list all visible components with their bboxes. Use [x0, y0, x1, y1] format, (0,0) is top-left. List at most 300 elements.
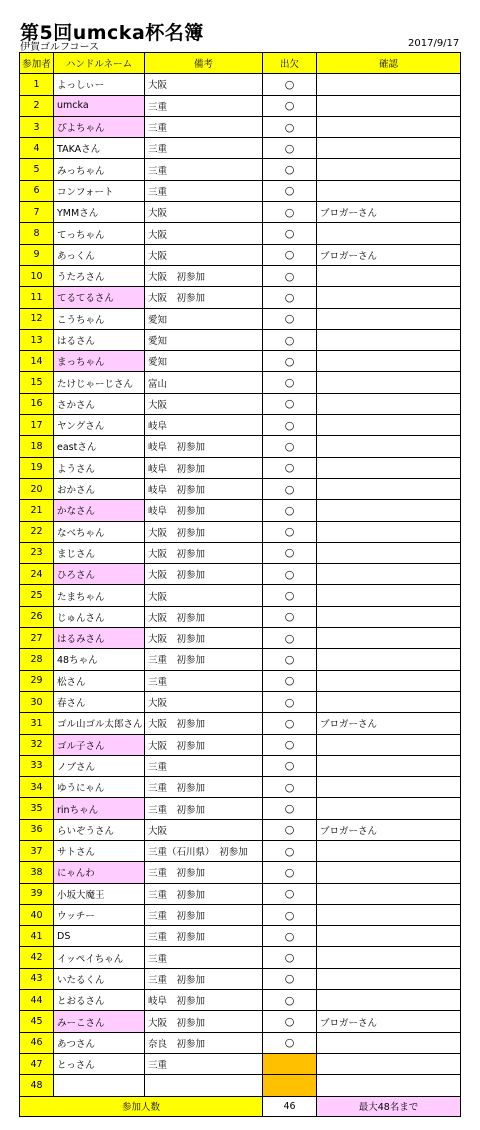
- confirmation-cell: [317, 478, 461, 499]
- column-header-participant: 参加者: [20, 53, 54, 74]
- confirmation-cell: [317, 755, 461, 776]
- column-header-handle-name: ハンドルネーム: [54, 53, 145, 74]
- handle-name: らいぞうさん: [54, 819, 145, 840]
- attendance-cell: ○: [263, 585, 317, 606]
- attendance-cell: ○: [263, 542, 317, 563]
- participant-number: 12: [20, 308, 54, 329]
- table-row: [20, 329, 461, 350]
- participant-number: 40: [20, 904, 54, 925]
- attendance-cell: ○: [263, 521, 317, 542]
- venue-label: 伊賀ゴルフコース: [20, 42, 99, 53]
- confirmation-cell: [317, 521, 461, 542]
- handle-name: ようさん: [54, 457, 145, 478]
- participant-number: 39: [20, 883, 54, 904]
- confirmation-cell: [317, 904, 461, 925]
- event-date: 2017/9/17: [408, 38, 460, 49]
- handle-name: とおるさん: [54, 990, 145, 1011]
- handle-name: あっくん: [54, 244, 145, 265]
- table-row: [20, 265, 461, 286]
- note-cell: 大阪: [145, 202, 263, 223]
- attendance-cell: ○: [263, 436, 317, 457]
- note-cell: 岐阜 初参加: [145, 990, 263, 1011]
- confirmation-cell: ブロガーさん: [317, 1011, 461, 1032]
- handle-name: じゅんさん: [54, 606, 145, 627]
- participant-number: 4: [20, 138, 54, 159]
- handle-name: うたろさん: [54, 265, 145, 286]
- participant-number: 27: [20, 628, 54, 649]
- attendance-cell: ○: [263, 734, 317, 755]
- table-row: [20, 202, 461, 223]
- participant-number: 29: [20, 670, 54, 691]
- note-cell: 大阪 初参加: [145, 265, 263, 286]
- confirmation-cell: [317, 542, 461, 563]
- note-cell: 奈良 初参加: [145, 1032, 263, 1053]
- confirmation-cell: [317, 436, 461, 457]
- note-cell: 三重 初参加: [145, 926, 263, 947]
- table-row: [20, 308, 461, 329]
- note-cell: 富山: [145, 372, 263, 393]
- attendance-cell: ○: [263, 138, 317, 159]
- handle-name: rinちゃん: [54, 798, 145, 819]
- table-row: [20, 478, 461, 499]
- handle-name: 48ちゃん: [54, 649, 145, 670]
- table-row: [20, 904, 461, 925]
- confirmation-cell: [317, 74, 461, 95]
- participant-number: 38: [20, 862, 54, 883]
- note-cell: 大阪 初参加: [145, 521, 263, 542]
- confirmation-cell: [317, 372, 461, 393]
- attendance-cell: ○: [263, 990, 317, 1011]
- handle-name: にゃんわ: [54, 862, 145, 883]
- participant-number: 44: [20, 990, 54, 1011]
- note-cell: 三重: [145, 138, 263, 159]
- note-cell: 三重: [145, 116, 263, 137]
- attendance-cell: ○: [263, 755, 317, 776]
- max-capacity: 最大48名まで: [317, 1096, 461, 1116]
- handle-name: 松さん: [54, 670, 145, 691]
- attendance-cell: ○: [263, 265, 317, 286]
- table-row: [20, 947, 461, 968]
- attendance-cell: ○: [263, 862, 317, 883]
- table-row: [20, 670, 461, 691]
- attendance-cell: ○: [263, 202, 317, 223]
- handle-name: とっさん: [54, 1053, 145, 1074]
- attendance-cell: ○: [263, 628, 317, 649]
- participant-number: 8: [20, 223, 54, 244]
- participant-number: 7: [20, 202, 54, 223]
- participant-number: 17: [20, 415, 54, 436]
- handle-name: DS: [54, 926, 145, 947]
- confirmation-cell: [317, 628, 461, 649]
- table-row: [20, 777, 461, 798]
- participant-number: 14: [20, 351, 54, 372]
- attendance-cell: ○: [263, 500, 317, 521]
- table-row: [20, 755, 461, 776]
- participant-number: 47: [20, 1053, 54, 1074]
- table-row: [20, 840, 461, 861]
- handle-name: ウッチー: [54, 904, 145, 925]
- note-cell: 大阪: [145, 244, 263, 265]
- handle-name: さかさん: [54, 393, 145, 414]
- note-cell: 大阪 初参加: [145, 628, 263, 649]
- participant-number: 19: [20, 457, 54, 478]
- participant-number: 42: [20, 947, 54, 968]
- confirmation-cell: [317, 734, 461, 755]
- table-row: [20, 564, 461, 585]
- attendance-cell: ○: [263, 840, 317, 861]
- table-row: [20, 159, 461, 180]
- participant-number: 37: [20, 840, 54, 861]
- attendance-cell: ○: [263, 564, 317, 585]
- confirmation-cell: ブロガーさん: [317, 713, 461, 734]
- participant-number: 22: [20, 521, 54, 542]
- note-cell: 大阪: [145, 223, 263, 244]
- note-cell: 岐阜 初参加: [145, 436, 263, 457]
- note-cell: 三重: [145, 159, 263, 180]
- attendance-cell: ○: [263, 223, 317, 244]
- table-row: [20, 1011, 461, 1032]
- table-row: [20, 116, 461, 137]
- participant-number: 2: [20, 95, 54, 116]
- attendance-cell: ○: [263, 95, 317, 116]
- handle-name: イッペイちゃん: [54, 947, 145, 968]
- attendance-cell: ○: [263, 478, 317, 499]
- handle-name: TAKAさん: [54, 138, 145, 159]
- attendance-cell: ○: [263, 159, 317, 180]
- confirmation-cell: [317, 95, 461, 116]
- attendance-cell: [263, 1075, 317, 1096]
- participant-number: 9: [20, 244, 54, 265]
- participant-number: 21: [20, 500, 54, 521]
- confirmation-cell: [317, 457, 461, 478]
- handle-name: かなさん: [54, 500, 145, 521]
- confirmation-cell: [317, 649, 461, 670]
- table-row: [20, 968, 461, 989]
- table-row: [20, 798, 461, 819]
- column-header-notes: 備考: [145, 53, 263, 74]
- attendance-cell: ○: [263, 351, 317, 372]
- note-cell: 愛知: [145, 308, 263, 329]
- participant-number: 30: [20, 691, 54, 712]
- table-row: [20, 351, 461, 372]
- participant-number: 16: [20, 393, 54, 414]
- handle-name: まじさん: [54, 542, 145, 563]
- attendance-cell: ○: [263, 1011, 317, 1032]
- handle-name: ヤングさん: [54, 415, 145, 436]
- note-cell: 愛知: [145, 351, 263, 372]
- handle-name: サトさん: [54, 840, 145, 861]
- participant-number: 25: [20, 585, 54, 606]
- handle-name: umcka: [54, 95, 145, 116]
- participant-number: 10: [20, 265, 54, 286]
- table-row: [20, 585, 461, 606]
- table-row: [20, 819, 461, 840]
- table-row: [20, 180, 461, 201]
- table-row: [20, 734, 461, 755]
- note-cell: 大阪 初参加: [145, 606, 263, 627]
- confirmation-cell: [317, 351, 461, 372]
- attendance-cell: ○: [263, 244, 317, 265]
- note-cell: 大阪: [145, 74, 263, 95]
- table-row: [20, 436, 461, 457]
- total-row: [20, 1096, 461, 1116]
- note-cell: 三重 初参加: [145, 777, 263, 798]
- note-cell: 大阪: [145, 585, 263, 606]
- participant-number: 43: [20, 968, 54, 989]
- confirmation-cell: [317, 287, 461, 308]
- attendance-cell: ○: [263, 947, 317, 968]
- confirmation-cell: [317, 606, 461, 627]
- attendance-cell: ○: [263, 649, 317, 670]
- note-cell: 大阪 初参加: [145, 287, 263, 308]
- confirmation-cell: [317, 990, 461, 1011]
- total-count: 46: [263, 1096, 317, 1116]
- participant-number: 34: [20, 777, 54, 798]
- note-cell: 三重 初参加: [145, 649, 263, 670]
- confirmation-cell: [317, 116, 461, 137]
- note-cell: 岐阜 初参加: [145, 478, 263, 499]
- note-cell: 大阪 初参加: [145, 564, 263, 585]
- attendance-cell: ○: [263, 904, 317, 925]
- participant-number: 23: [20, 542, 54, 563]
- attendance-cell: ○: [263, 713, 317, 734]
- attendance-cell: ○: [263, 691, 317, 712]
- handle-name: みっちゃん: [54, 159, 145, 180]
- handle-name: あつさん: [54, 1032, 145, 1053]
- note-cell: 三重: [145, 1053, 263, 1074]
- table-row: [20, 287, 461, 308]
- confirmation-cell: [317, 159, 461, 180]
- note-cell: 大阪 初参加: [145, 1011, 263, 1032]
- table-row: [20, 883, 461, 904]
- participant-number: 20: [20, 478, 54, 499]
- handle-name: よっしぃー: [54, 74, 145, 95]
- participant-number: 15: [20, 372, 54, 393]
- table-row: [20, 415, 461, 436]
- note-cell: 岐阜 初参加: [145, 457, 263, 478]
- table-row: [20, 244, 461, 265]
- note-cell: 岐阜: [145, 415, 263, 436]
- confirmation-cell: [317, 308, 461, 329]
- confirmation-cell: [317, 500, 461, 521]
- table-row: [20, 628, 461, 649]
- confirmation-cell: [317, 1032, 461, 1053]
- confirmation-cell: [317, 393, 461, 414]
- attendance-cell: ○: [263, 606, 317, 627]
- confirmation-cell: ブロガーさん: [317, 819, 461, 840]
- participant-number: 31: [20, 713, 54, 734]
- confirmation-cell: ブロガーさん: [317, 244, 461, 265]
- table-row: [20, 138, 461, 159]
- handle-name: コンフォート: [54, 180, 145, 201]
- participant-number: 45: [20, 1011, 54, 1032]
- handle-name: ノブさん: [54, 755, 145, 776]
- handle-name: まっちゃん: [54, 351, 145, 372]
- note-cell: 三重（石川県） 初参加: [145, 840, 263, 861]
- handle-name: いたるくん: [54, 968, 145, 989]
- handle-name: ゆうにゃん: [54, 777, 145, 798]
- participant-number: 3: [20, 116, 54, 137]
- handle-name: おかさん: [54, 478, 145, 499]
- table-row: [20, 542, 461, 563]
- confirmation-cell: [317, 415, 461, 436]
- table-row: [20, 1075, 461, 1096]
- attendance-cell: ○: [263, 308, 317, 329]
- table-row: [20, 500, 461, 521]
- handle-name: 小坂大魔王: [54, 883, 145, 904]
- participant-number: 26: [20, 606, 54, 627]
- note-cell: 大阪 初参加: [145, 734, 263, 755]
- note-cell: 三重 初参加: [145, 968, 263, 989]
- table-row: [20, 223, 461, 244]
- handle-name: はるみさん: [54, 628, 145, 649]
- participant-number: 13: [20, 329, 54, 350]
- table-row: [20, 691, 461, 712]
- note-cell: 岐阜 初参加: [145, 500, 263, 521]
- column-header-attendance: 出欠: [263, 53, 317, 74]
- note-cell: 三重: [145, 180, 263, 201]
- participant-number: 11: [20, 287, 54, 308]
- attendance-cell: ○: [263, 1032, 317, 1053]
- table-body: [20, 74, 461, 1096]
- participant-number: 6: [20, 180, 54, 201]
- confirmation-cell: [317, 968, 461, 989]
- confirmation-cell: [317, 585, 461, 606]
- attendance-cell: ○: [263, 819, 317, 840]
- attendance-cell: ○: [263, 180, 317, 201]
- note-cell: 三重 初参加: [145, 883, 263, 904]
- confirmation-cell: [317, 1075, 461, 1096]
- handle-name: みーこさん: [54, 1011, 145, 1032]
- participant-number: 28: [20, 649, 54, 670]
- table-row: [20, 521, 461, 542]
- handle-name: ぴよちゃん: [54, 116, 145, 137]
- table-row: [20, 606, 461, 627]
- handle-name: YMMさん: [54, 202, 145, 223]
- attendance-cell: ○: [263, 74, 317, 95]
- table-row: [20, 74, 461, 95]
- attendance-cell: ○: [263, 798, 317, 819]
- note-cell: 三重: [145, 755, 263, 776]
- participant-number: 5: [20, 159, 54, 180]
- attendance-cell: ○: [263, 926, 317, 947]
- note-cell: 三重: [145, 95, 263, 116]
- handle-name: てっちゃん: [54, 223, 145, 244]
- handle-name: [54, 1075, 145, 1096]
- note-cell: 三重 初参加: [145, 904, 263, 925]
- participant-number: 24: [20, 564, 54, 585]
- participant-number: 48: [20, 1075, 54, 1096]
- attendance-cell: ○: [263, 116, 317, 137]
- note-cell: [145, 1075, 263, 1096]
- confirmation-cell: [317, 180, 461, 201]
- handle-name: てるてるさん: [54, 287, 145, 308]
- confirmation-cell: [317, 798, 461, 819]
- confirmation-cell: [317, 691, 461, 712]
- table-row: [20, 372, 461, 393]
- header-row: [20, 53, 461, 74]
- table-row: [20, 95, 461, 116]
- participant-number: 33: [20, 755, 54, 776]
- confirmation-cell: [317, 926, 461, 947]
- table-row: [20, 393, 461, 414]
- handle-name: 春さん: [54, 691, 145, 712]
- table-row: [20, 1032, 461, 1053]
- note-cell: 三重 初参加: [145, 862, 263, 883]
- participant-number: 41: [20, 926, 54, 947]
- handle-name: はるさん: [54, 329, 145, 350]
- table-row: [20, 990, 461, 1011]
- attendance-cell: ○: [263, 329, 317, 350]
- attendance-cell: ○: [263, 415, 317, 436]
- confirmation-cell: [317, 564, 461, 585]
- total-label: 参加人数: [20, 1096, 263, 1116]
- note-cell: 三重: [145, 947, 263, 968]
- confirmation-cell: [317, 329, 461, 350]
- participant-number: 32: [20, 734, 54, 755]
- confirmation-cell: [317, 670, 461, 691]
- handle-name: ゴル子さん: [54, 734, 145, 755]
- confirmation-cell: ブロガーさん: [317, 202, 461, 223]
- participant-number: 18: [20, 436, 54, 457]
- table-row: [20, 1053, 461, 1074]
- table-row: [20, 649, 461, 670]
- note-cell: 大阪 初参加: [145, 542, 263, 563]
- attendance-cell: [263, 1053, 317, 1074]
- participant-number: 35: [20, 798, 54, 819]
- handle-name: なべちゃん: [54, 521, 145, 542]
- participant-table: [19, 52, 461, 1117]
- attendance-cell: ○: [263, 968, 317, 989]
- note-cell: 愛知: [145, 329, 263, 350]
- confirmation-cell: [317, 840, 461, 861]
- note-cell: 大阪: [145, 393, 263, 414]
- attendance-cell: ○: [263, 372, 317, 393]
- handle-name: たけじゃーじさん: [54, 372, 145, 393]
- table-row: [20, 926, 461, 947]
- confirmation-cell: [317, 947, 461, 968]
- confirmation-cell: [317, 1053, 461, 1074]
- attendance-cell: ○: [263, 670, 317, 691]
- handle-name: たまちゃん: [54, 585, 145, 606]
- column-header-confirmation: 確認: [317, 53, 461, 74]
- table-row: [20, 713, 461, 734]
- handle-name: こうちゃん: [54, 308, 145, 329]
- confirmation-cell: [317, 138, 461, 159]
- handle-name: eastさん: [54, 436, 145, 457]
- note-cell: 大阪: [145, 691, 263, 712]
- page-title: 第5回umcka杯名簿: [20, 22, 204, 44]
- attendance-cell: ○: [263, 777, 317, 798]
- confirmation-cell: [317, 265, 461, 286]
- confirmation-cell: [317, 883, 461, 904]
- note-cell: 三重: [145, 670, 263, 691]
- note-cell: 大阪: [145, 819, 263, 840]
- attendance-cell: ○: [263, 457, 317, 478]
- handle-name: ゴル山ゴル太郎さん: [54, 713, 145, 734]
- confirmation-cell: [317, 862, 461, 883]
- attendance-cell: ○: [263, 287, 317, 308]
- participant-number: 1: [20, 74, 54, 95]
- participant-number: 36: [20, 819, 54, 840]
- note-cell: 大阪 初参加: [145, 713, 263, 734]
- table-row: [20, 457, 461, 478]
- table-row: [20, 862, 461, 883]
- confirmation-cell: [317, 777, 461, 798]
- attendance-cell: ○: [263, 883, 317, 904]
- confirmation-cell: [317, 223, 461, 244]
- participant-number: 46: [20, 1032, 54, 1053]
